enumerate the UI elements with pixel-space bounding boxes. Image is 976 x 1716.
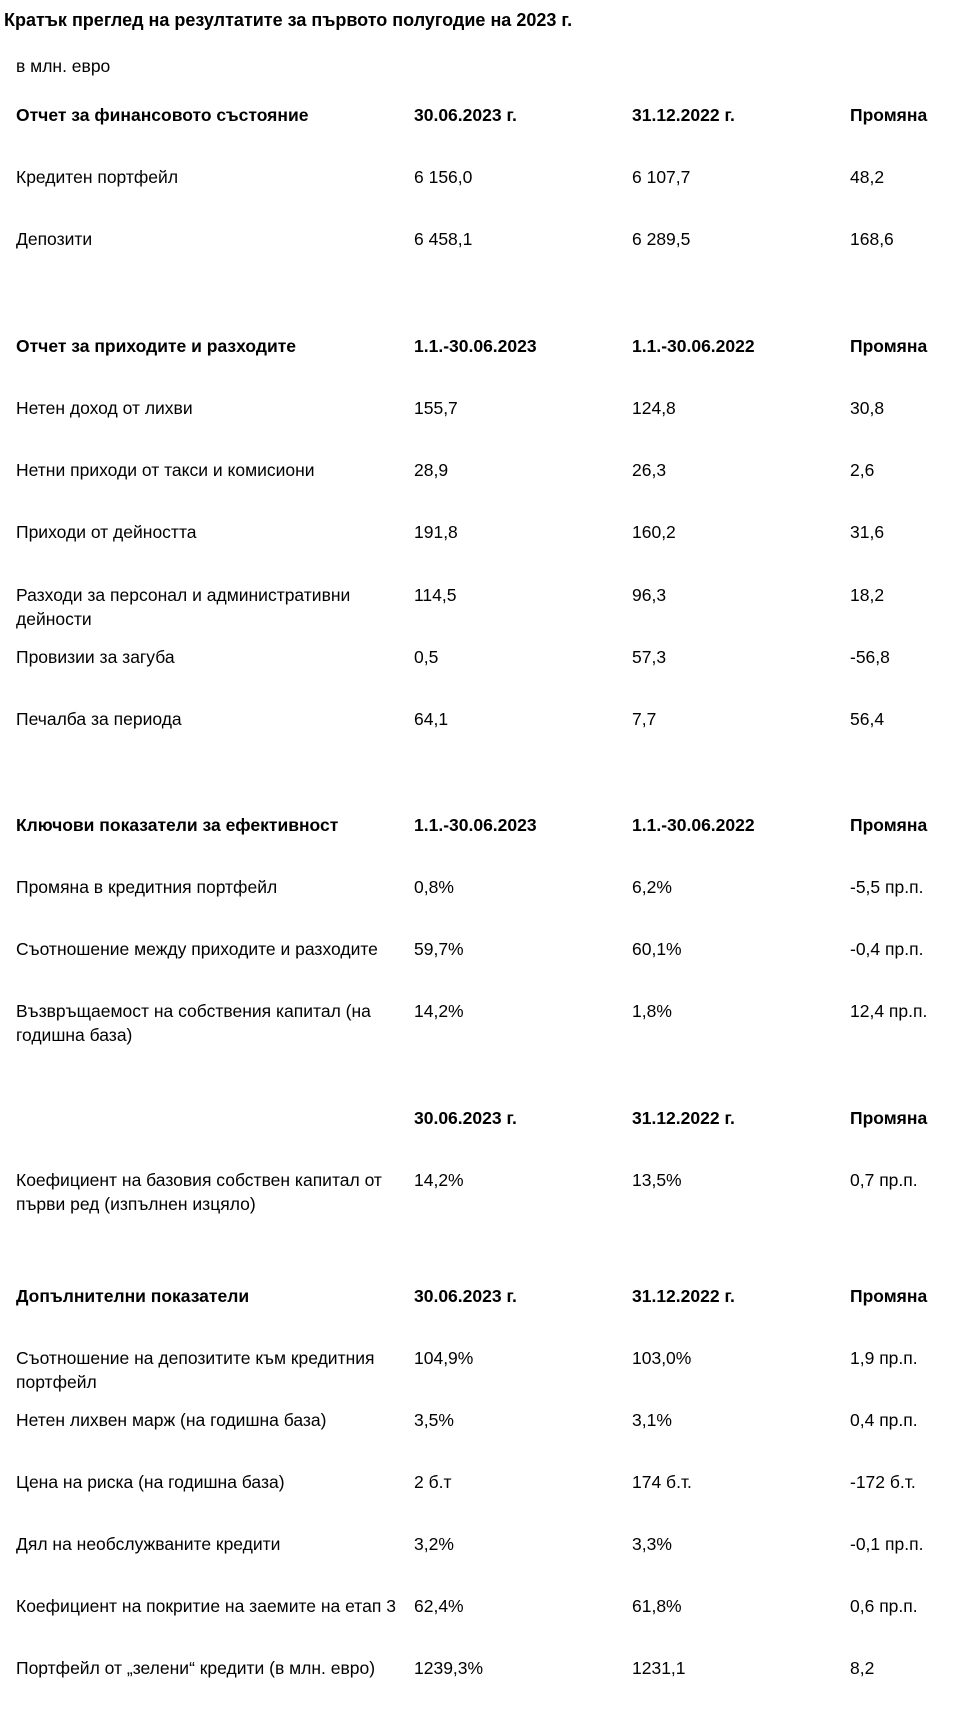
value-change: Промяна <box>850 1286 928 1306</box>
value-current: 14,2% <box>414 1170 464 1190</box>
row-label: Съотношение на депозитите към кредитния портфейл <box>16 1348 375 1392</box>
value-previous: 31.12.2022 г. <box>632 105 735 125</box>
row-label: Нетен лихвен марж (на годишна база) <box>16 1410 327 1430</box>
row-label: Коефициент на покритие на заемите на етап 3 <box>16 1596 396 1616</box>
value-change: 31,6 <box>850 522 885 542</box>
value-change: Промяна <box>850 336 928 356</box>
value-change: 168,6 <box>850 229 894 249</box>
row-label: Портфейл от „зелени“ кредити (в млн. евро) <box>16 1658 376 1678</box>
value-current: 3,2% <box>414 1534 454 1554</box>
value-previous: 1.1.-30.06.2022 <box>632 815 755 835</box>
value-change: 30,8 <box>850 398 885 418</box>
row-label: Отчет за финансовото състояние <box>16 105 309 125</box>
value-current: 1.1.-30.06.2023 <box>414 336 537 356</box>
value-previous: 7,7 <box>632 709 657 729</box>
value-previous: 174 б.т. <box>632 1472 692 1492</box>
value-change: 48,2 <box>850 167 885 187</box>
value-current: 114,5 <box>414 585 457 605</box>
value-previous: 1.1.-30.06.2022 <box>632 336 755 356</box>
value-current: 6 156,0 <box>414 167 473 187</box>
row-label: Разходи за персонал и административни дейности <box>16 585 351 629</box>
value-current: 2 б.т <box>414 1472 452 1492</box>
row-label: Съотношение между приходите и разходите <box>16 939 378 959</box>
row-label: Коефициент на базовия собствен капитал от първи ред (изпълнен изцяло) <box>16 1170 382 1214</box>
value-previous: 6 107,7 <box>632 167 691 187</box>
value-change: Промяна <box>850 815 928 835</box>
value-change: 12,4 пр.п. <box>850 1001 928 1021</box>
value-change: Промяна <box>850 1108 928 1128</box>
value-change: -0,1 пр.п. <box>850 1534 924 1554</box>
row-label: Провизии за загуба <box>16 647 175 667</box>
value-previous: 1,8% <box>632 1001 672 1021</box>
value-current: 30.06.2023 г. <box>414 1108 517 1128</box>
row-label: Цена на риска (на годишна база) <box>16 1472 285 1492</box>
value-current: 1239,3% <box>414 1658 484 1678</box>
value-change: -172 б.т. <box>850 1472 916 1492</box>
value-change: 2,6 <box>850 460 875 480</box>
value-current: 59,7% <box>414 939 464 959</box>
value-change: 56,4 <box>850 709 885 729</box>
row-label: Дял на необслужваните кредити <box>16 1534 281 1554</box>
value-previous: 160,2 <box>632 522 676 542</box>
value-current: 64,1 <box>414 709 449 729</box>
value-current: 28,9 <box>414 460 449 480</box>
value-previous: 103,0% <box>632 1348 692 1368</box>
value-previous: 3,3% <box>632 1534 672 1554</box>
value-change: Промяна <box>850 105 928 125</box>
row-label: Печалба за периода <box>16 709 182 729</box>
value-previous: 124,8 <box>632 398 676 418</box>
value-current: 1.1.-30.06.2023 <box>414 815 537 835</box>
value-current: 14,2% <box>414 1001 464 1021</box>
value-previous: 6,2% <box>632 877 672 897</box>
value-current: 30.06.2023 г. <box>414 1286 517 1306</box>
value-current: 0,5 <box>414 647 439 667</box>
value-current: 3,5% <box>414 1410 454 1430</box>
row-label: Ключови показатели за ефективност <box>16 815 339 835</box>
value-previous: 61,8% <box>632 1596 682 1616</box>
unit-label: в млн. евро <box>16 56 111 76</box>
value-previous: 1231,1 <box>632 1658 686 1678</box>
row-label: Промяна в кредитния портфейл <box>16 877 278 897</box>
value-previous: 31.12.2022 г. <box>632 1108 735 1128</box>
value-change: 1,9 пр.п. <box>850 1348 918 1368</box>
value-previous: 60,1% <box>632 939 682 959</box>
document-title: Кратък преглед на резултатите за първото полугодие на 2023 г. <box>4 10 573 30</box>
row-label: Нетни приходи от такси и комисиони <box>16 460 315 480</box>
value-change: 0,6 пр.п. <box>850 1596 918 1616</box>
row-label: Допълнителни показатели <box>16 1286 250 1306</box>
row-label: Приходи от дейността <box>16 522 197 542</box>
value-previous: 96,3 <box>632 585 667 605</box>
value-current: 104,9% <box>414 1348 474 1368</box>
value-current: 6 458,1 <box>414 229 473 249</box>
value-change: -5,5 пр.п. <box>850 877 924 897</box>
value-previous: 57,3 <box>632 647 667 667</box>
value-change: 18,2 <box>850 585 885 605</box>
value-change: -56,8 <box>850 647 890 667</box>
value-previous: 3,1% <box>632 1410 672 1430</box>
value-change: 8,2 <box>850 1658 875 1678</box>
value-current: 30.06.2023 г. <box>414 105 517 125</box>
value-current: 62,4% <box>414 1596 464 1616</box>
value-change: -0,4 пр.п. <box>850 939 924 959</box>
value-previous: 6 289,5 <box>632 229 691 249</box>
value-previous: 31.12.2022 г. <box>632 1286 735 1306</box>
value-previous: 26,3 <box>632 460 667 480</box>
value-current: 0,8% <box>414 877 454 897</box>
value-current: 191,8 <box>414 522 458 542</box>
value-previous: 13,5% <box>632 1170 682 1190</box>
value-change: 0,7 пр.п. <box>850 1170 918 1190</box>
row-label: Отчет за приходите и разходите <box>16 336 297 356</box>
value-change: 0,4 пр.п. <box>850 1410 918 1430</box>
row-label: Нетен доход от лихви <box>16 398 193 418</box>
row-label: Възвръщаемост на собствения капитал (на годишна база) <box>16 1001 371 1045</box>
value-current: 155,7 <box>414 398 458 418</box>
row-label: Депозити <box>16 229 93 249</box>
row-label: Кредитен портфейл <box>16 167 179 187</box>
